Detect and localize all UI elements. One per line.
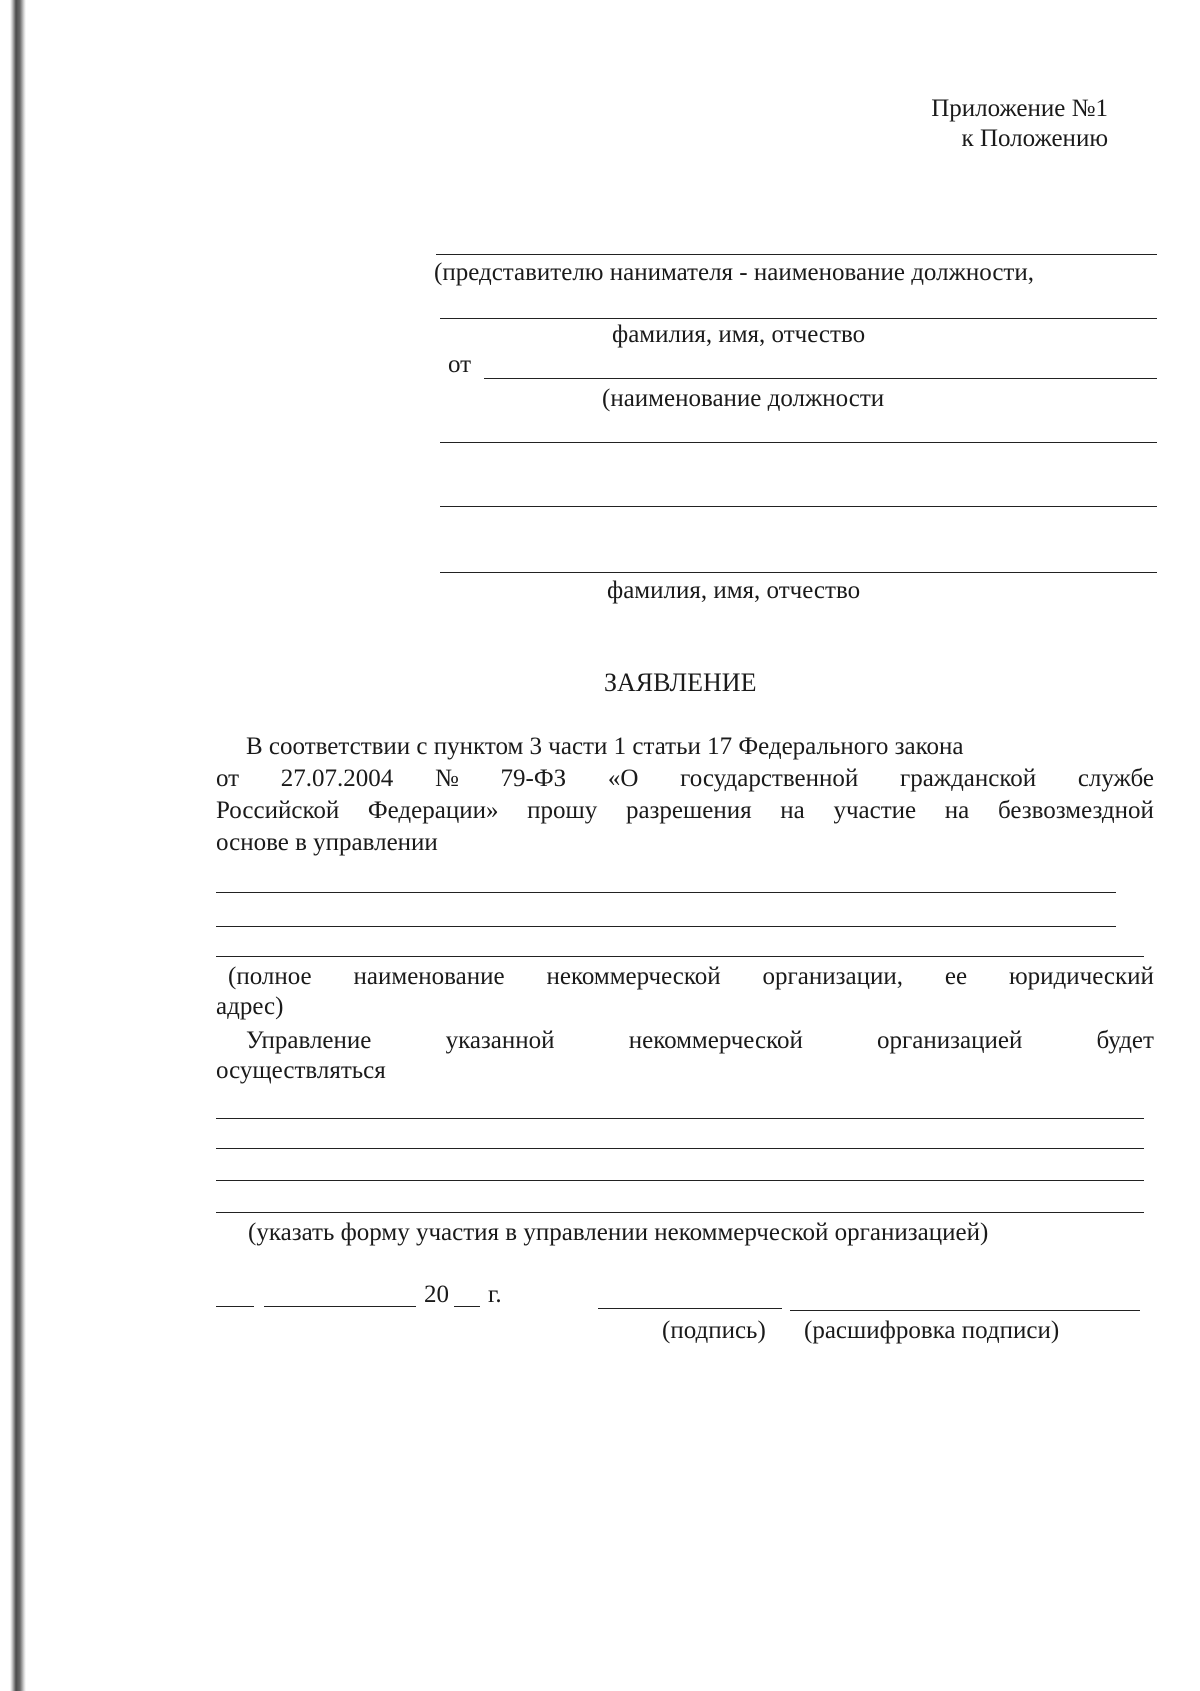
year-prefix: 20 [424, 1281, 449, 1308]
applicant-line-2[interactable] [440, 442, 1157, 443]
paragraph1-line1: В соответствии с пунктом 3 части 1 статьи 17 Федерального закона [246, 733, 964, 760]
word: указанной [445, 1027, 555, 1054]
signature-caption: (подпись) [662, 1317, 766, 1344]
word: от [216, 765, 240, 792]
org-caption-line2: адрес) [216, 993, 284, 1020]
applicant-fio-caption: фамилия, имя, отчество [607, 577, 861, 604]
from-label: от [448, 351, 472, 378]
participation-caption: (указать форму участия в управлении некоммерческой организацией) [248, 1219, 989, 1246]
signature-line[interactable] [598, 1308, 782, 1309]
word: Управление [246, 1027, 372, 1054]
word: на [780, 797, 805, 824]
word: государственной [680, 765, 859, 792]
scan-edge-shadow [0, 0, 26, 1691]
participation-line-4[interactable] [216, 1212, 1144, 1213]
date-year-line[interactable] [454, 1306, 480, 1307]
org-caption-line1 [228, 962, 1154, 992]
paragraph2-line1 [246, 1026, 1154, 1056]
word: Федерации» [367, 797, 499, 824]
paragraph1-line2 [216, 764, 1154, 794]
annex-reference: к Положению [961, 125, 1108, 152]
org-name-line-2[interactable] [216, 926, 1116, 927]
employer-fio-line[interactable] [440, 318, 1157, 319]
word: юридический [1008, 963, 1154, 990]
word: участие [833, 797, 917, 824]
word: на [944, 797, 970, 824]
employer-fio-caption: фамилия, имя, отчество [612, 321, 866, 348]
participation-line-1[interactable] [216, 1118, 1144, 1119]
word: Российской [216, 797, 340, 824]
word: гражданской [899, 765, 1037, 792]
org-name-line-3[interactable] [216, 956, 1144, 957]
paragraph1-line3 [216, 796, 1154, 826]
word: некоммерческой [546, 963, 721, 990]
applicant-fio-line[interactable] [440, 572, 1157, 573]
word: службе [1077, 765, 1154, 792]
word: некоммерческой [628, 1027, 803, 1054]
word: разрешения [625, 797, 752, 824]
applicant-position-line[interactable] [484, 378, 1157, 379]
word: № [434, 765, 459, 792]
signature-decoding-line[interactable] [790, 1310, 1140, 1311]
signature-decoding-caption: (расшифровка подписи) [804, 1317, 1060, 1344]
participation-line-3[interactable] [216, 1180, 1144, 1181]
date-day-line[interactable] [216, 1306, 254, 1307]
paragraph1-line4: основе в управлении [216, 829, 438, 856]
annex-number: Приложение №1 [931, 95, 1108, 122]
year-suffix: г. [488, 1281, 502, 1308]
word: наименование [353, 963, 505, 990]
org-name-line-1[interactable] [216, 892, 1116, 893]
participation-line-2[interactable] [216, 1148, 1144, 1149]
word: безвозмездной [997, 797, 1154, 824]
word: организации, [762, 963, 903, 990]
word: организацией [877, 1027, 1023, 1054]
document-title: ЗАЯВЛЕНИЕ [604, 668, 757, 697]
word: 79-ФЗ [500, 765, 567, 792]
word: будет [1096, 1027, 1154, 1054]
word: прошу [527, 797, 598, 824]
date-month-line[interactable] [264, 1306, 416, 1307]
word: (полное [228, 963, 312, 990]
word: ее [944, 963, 968, 990]
employer-caption: (представителю нанимателя - наименование должности, [434, 259, 1034, 286]
employer-position-line[interactable] [436, 254, 1157, 255]
word: 27.07.2004 [280, 765, 394, 792]
word: «О [607, 765, 639, 792]
applicant-line-3[interactable] [440, 506, 1157, 507]
applicant-position-caption: (наименование должности [602, 385, 885, 412]
paragraph2-line2: осуществляться [216, 1057, 386, 1084]
